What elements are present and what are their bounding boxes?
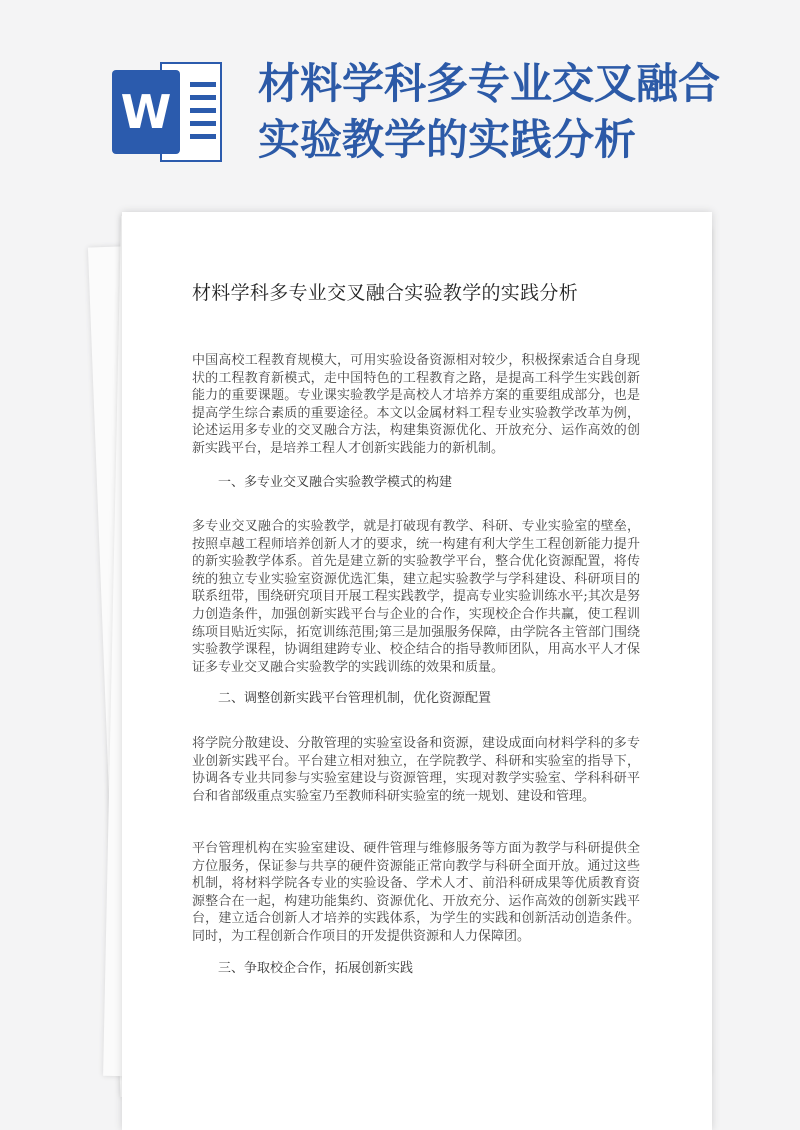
paragraph-section-1: 多专业交叉融合的实验教学，就是打破现有教学、科研、专业实验室的壁垒，按照卓越工程师培养创新人才的要求，统一构建有利大学生工程创新能力提升的新实验教学体系。首先是建立新的实验教学平台，整合优化资源配置，将传统的独立专业实验室资源优选汇集，建立起实验教学与学科建设、科研项目的联系纽带，围绕研究项目开展工程实践教学，提高专业实验训练水平;其次是努力创造条件，加强创新实践平台与企业的合作，实现校企合作共赢，使工程训练项目贴近实际，拓宽训练范围;第三是加强服务保障，由学院各主管部门围绕实验教学课程，协调组建跨专业、校企结合的指导教师团队，用高水平人才保证多专业交叉融合实验教学的实践训练的效果和质量。 [192,519,640,675]
word-letter-badge: W [112,70,180,154]
paragraph-section-2b: 平台管理机构在实验室建设、硬件管理与维修服务等方面为教学与科研提供全方位服务，保证参与共享的硬件资源能正常向教学与科研全面开放。通过这些机制，将材料学院各专业的实验设备、学术人才、前沿科研成果等优质教育资源整合在一起，构建功能集约、资源优化、开放充分、运作高效的创新实践平台，建立适合创新人才培养的实践体系，为学生的实践和创新活动创造条件。同时，为工程创新合作项目的开发提供资源和人力保障团。 [192,841,640,944]
paragraph-section-2a: 将学院分散建设、分散管理的实验室设备和资源，建设成面向材料学科的多专业创新实践平台。平台建立相对独立，在学院教学、科研和实验室的指导下，协调各专业共同参与实验室建设与资源管理，实现对教学实验室、学科科研平台和省部级重点实验室乃至教师科研实验室的统一规划、建设和管理。 [192,736,640,804]
paragraph-intro: 中国高校工程教育规模大，可用实验设备资源相对较少，积极探索适合自身现状的工程教育新模式，走中国特色的工程教育之路，是提高工科学生实践创新能力的重要课题。专业课实验教学是高校人才培养方案的重要组成部分，也是提高学生综合素质的重要途径。本文以金属材料工程专业实验教学改革为例，论述运用多专业的交叉融合方法，构建集资源优化、开放充分、运作高效的创新实践平台，是培养工程人才创新实践能力的新机制。 [192,353,640,456]
section-heading-2: 二、调整创新实践平台管理机制，优化资源配置 [218,691,492,706]
section-heading-3: 三、争取校企合作，拓展创新实践 [218,961,414,976]
document-page [122,212,712,1130]
document-title: 材料学科多专业交叉融合实验教学的实践分析 [192,282,579,304]
banner-header [0,0,800,200]
word-document-icon [112,62,224,162]
section-heading-1: 一、多专业交叉融合实验教学模式的构建 [218,475,453,490]
banner-title: 材料学科多专业交叉融合实验教学的实践分析 [258,59,721,164]
